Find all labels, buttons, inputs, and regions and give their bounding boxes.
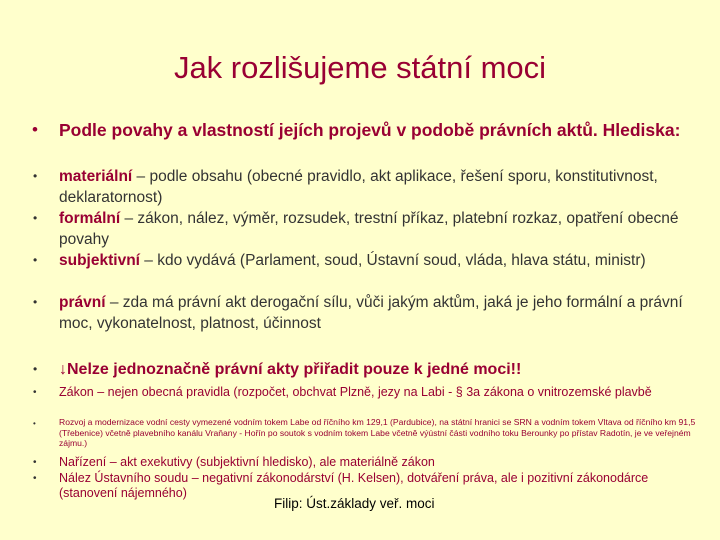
note-text: Zákon – nejen obecná pravidla (rozpočet, obchvat Plzně, jezy na Labi - § 3a zákona o vnitrozemské plavbě bbox=[59, 385, 652, 399]
note-text: Nález Ústavního soudu – negativní zákonodárství (H. Kelsen), dotváření práva, ale i pozitivní zákonodárce (stanovení nájemného) bbox=[59, 471, 649, 500]
bullet-icon: • bbox=[33, 169, 38, 183]
intro-text: Podle povahy a vlastností jejích projevů v podobě právních aktů. Hlediska: bbox=[59, 120, 681, 140]
bullet-icon: • bbox=[33, 387, 37, 398]
bullet-icon: • bbox=[33, 295, 38, 309]
criterion-text: – zda má právní akt derogační sílu, vůči jakým aktům, jaká je jeho formální a právní moc, vykonatelnost, platnost, účinnost bbox=[59, 294, 683, 332]
criterion-text: – zákon, nález, výměr, rozsudek, trestní příkaz, platební rozkaz, opatření obecné povahy bbox=[59, 210, 679, 248]
bullet-icon: • bbox=[33, 473, 37, 484]
criterion-term: právní bbox=[59, 294, 106, 311]
note-text: Nařízení – akt exekutivy (subjektivní hledisko), ale materiálně zákon bbox=[59, 455, 435, 469]
footer-text: Filip: Úst.základy veř. moci bbox=[274, 496, 435, 511]
criterion-term: subjektivní bbox=[59, 252, 140, 269]
criterion-term: materiální bbox=[59, 168, 133, 185]
bullet-icon: • bbox=[33, 362, 38, 376]
slide-title: Jak rozlišujeme státní moci bbox=[173, 50, 547, 85]
note-text: Rozvoj a modernizace vodní cesty vymezené vodním tokem Labe od říčního km 129,1 (Pardubice), na státní hranici se SRN a vodním tokem Vltava od říčního km 91,5 (Třebenice) včetně plavebního kanálu Vraňany - Hořín po soutok s vodním tokem Labe včetně výústní části vodního toku Berounky po přístav Radotín, je ve veřejném zájmu.) bbox=[59, 417, 696, 448]
bullet-icon: • bbox=[33, 211, 38, 225]
bullet-icon: • bbox=[33, 253, 38, 267]
bullet-icon: • bbox=[33, 419, 36, 428]
highlight-text: Nelze jednoznačně právní akty přiřadit pouze k jedné moci!! bbox=[67, 361, 522, 378]
bullet-icon: • bbox=[33, 457, 37, 468]
criterion-text: – kdo vydává (Parlament, soud, Ústavní soud, vláda, hlava státu, ministr) bbox=[139, 252, 646, 269]
criterion-term: formální bbox=[59, 210, 121, 227]
criterion-text: – podle obsahu (obecné pravidlo, akt aplikace, řešení sporu, konstitutivnost, deklaratornost) bbox=[59, 168, 658, 206]
down-arrow-icon: ↓ bbox=[59, 361, 67, 378]
bullet-icon: • bbox=[32, 120, 38, 139]
